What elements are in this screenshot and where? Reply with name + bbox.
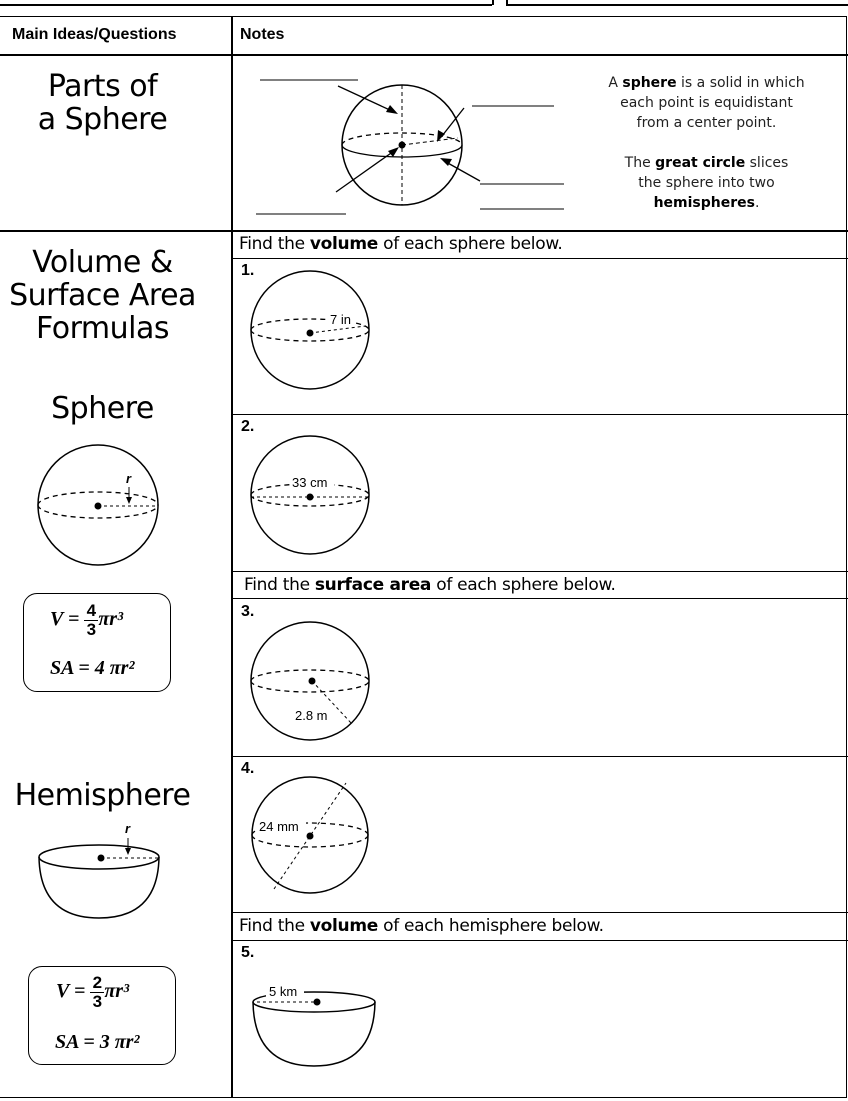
divider-sa-instr [231, 571, 848, 572]
problem-1-label: 7 in [330, 312, 351, 327]
top-box-left-bottom [0, 4, 492, 6]
sphere-volume-formula: V = $\frac{4}{3}$ πr³ [50, 601, 124, 639]
great-circle-definition: The great circle slices the sphere into two hemispheres. [624, 155, 789, 211]
parts-title-line2: a Sphere [37, 102, 168, 137]
problem-4-sphere [248, 775, 378, 899]
hemisphere-heading: Hemisphere [14, 778, 191, 813]
parts-title [0, 70, 205, 136]
sphere-drawing [30, 440, 170, 570]
hemisphere-drawing [34, 818, 164, 926]
divider-p3 [231, 598, 848, 599]
problem-1-sphere [248, 270, 378, 394]
parts-title-line1: Parts of [47, 69, 158, 104]
parts-row-divider [0, 230, 848, 232]
top-box-right-edge [506, 0, 508, 5]
problem-3-number: 3. [241, 603, 255, 620]
instruction-volume-sphere: Find the volume of each sphere below. [239, 234, 563, 254]
formulas-title: Volume & Surface Area Formulas [9, 245, 196, 346]
header-main-ideas: Main Ideas/Questions [12, 26, 177, 43]
problem-3-label: 2.8 m [295, 708, 328, 723]
top-box-right-bottom [506, 4, 848, 6]
divider-p5 [231, 940, 848, 941]
problem-2-sphere [248, 434, 378, 558]
sphere-heading: Sphere [51, 391, 154, 426]
hemisphere-sa-formula: SA = 3 πr² [55, 1031, 140, 1053]
parts-diagram [232, 56, 592, 230]
problem-1-number: 1. [241, 262, 255, 279]
divider-p2 [231, 414, 848, 415]
problem-5-hemisphere [252, 982, 382, 1072]
sphere-definition: A sphere is a solid in which each point is equidistant from a center point. [608, 75, 805, 131]
problem-4-label: 24 mm [259, 819, 299, 834]
problem-4-number: 4. [241, 760, 255, 777]
problem-3-sphere [248, 620, 378, 744]
instruction-volume-hemisphere: Find the volume of each hemisphere below. [239, 916, 604, 936]
problem-5-label: 5 km [269, 984, 298, 999]
sphere-sa-formula: SA = 4 πr² [50, 657, 135, 679]
problem-2-number: 2. [241, 418, 255, 435]
divider-p4 [231, 756, 848, 757]
problem-2-label: 33 cm [292, 475, 328, 490]
top-box-left-edge [492, 0, 494, 5]
hemisphere-radius-label: r [125, 821, 131, 836]
sphere-radius-label: r [126, 471, 132, 486]
divider-volume-instr [231, 258, 848, 259]
hemisphere-volume-formula: V = $\frac{2}{3}$ πr³ [56, 973, 130, 1011]
problem-5-number: 5. [241, 944, 255, 961]
divider-hemi-instr [231, 912, 848, 913]
header-notes: Notes [240, 26, 285, 43]
instruction-surface-area: Find the surface area of each sphere below. [244, 575, 616, 595]
